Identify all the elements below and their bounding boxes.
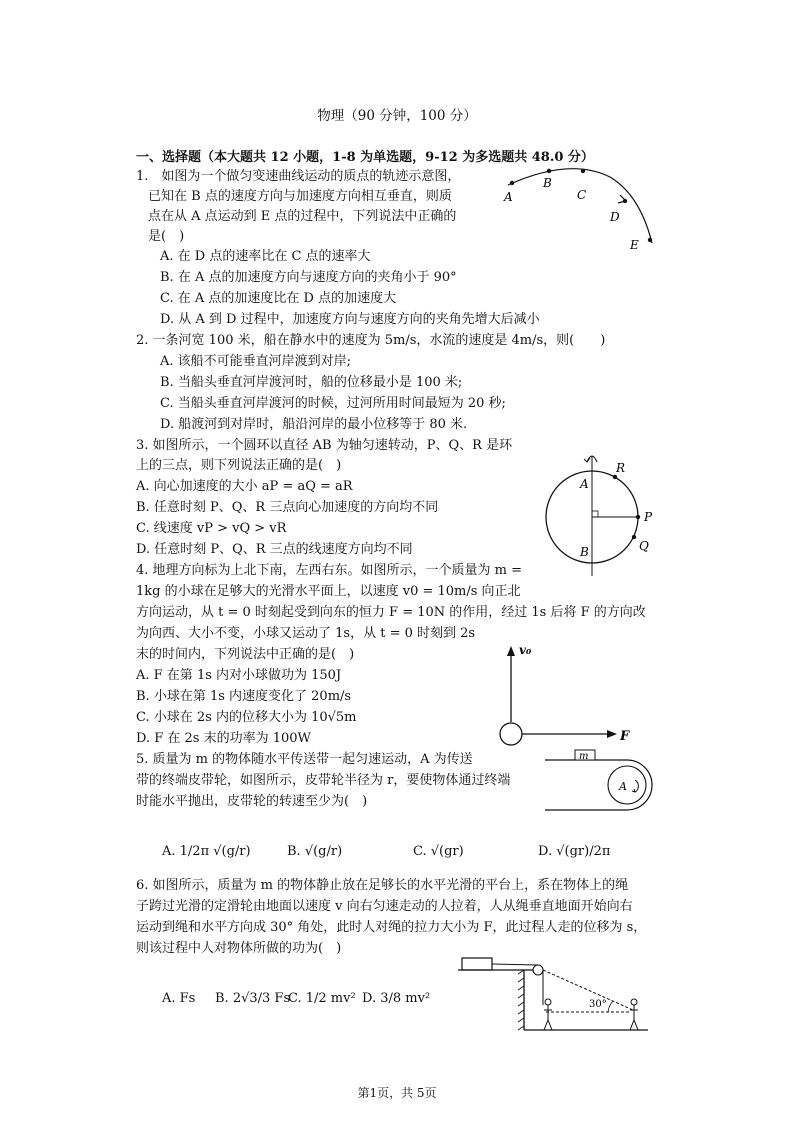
q5-option-d: D. √(gr)/2π <box>538 844 611 859</box>
q1-option-a: A. 在 D 点的速率比在 C 点的速率大 <box>160 249 371 264</box>
q2-line: 2. 一条河宽 100 米，船在静水中的速度为 5m/s，水流的速度是 4m/s，则( ) <box>136 333 606 348</box>
q1-point-c: C <box>577 188 587 202</box>
q4-line: 末的时间内，下列说法中正确的是( ) <box>136 647 355 662</box>
q6-option-c: C. 1/2 mv² <box>288 991 356 1006</box>
q4-v0-label: v₀ <box>519 643 532 657</box>
q1-line: 是( ) <box>148 229 185 244</box>
q3-option-c: C. 线速度 vP > vQ > vR <box>136 521 287 536</box>
q5-option-a: A. 1/2π √(g/r) <box>162 844 251 859</box>
q1-line: 点在从 A 点运动到 E 点的过程中，下列说法中正确的 <box>148 209 457 224</box>
q3-point-p: P <box>644 510 653 524</box>
q5-wheel-label: A <box>619 780 627 793</box>
q1-trajectory-figure <box>500 165 660 255</box>
q5-mass-label: m <box>579 751 589 762</box>
q5-line: 5. 质量为 m 的物体随水平传送带一起匀速运动，A 为传送 <box>136 752 473 767</box>
q6-line: 则该过程中人对物体所做的功为( ) <box>136 941 342 956</box>
q5-line: 时能水平抛出，皮带轮的转速至少为( ) <box>136 794 368 809</box>
q3-point-r: R <box>616 461 626 475</box>
q1-point-e: E <box>630 238 639 252</box>
q4-option-b: B. 小球在第 1s 内速度变化了 20m/s <box>136 689 352 704</box>
q5-line: 带的终端皮带轮，如图所示，皮带轮半径为 r，要使物体通过终端 <box>136 773 511 788</box>
q3-ring-figure <box>540 448 665 588</box>
q2-option-a: A. 该船不可能垂直河岸渡到对岸; <box>160 354 352 369</box>
q1-point-d: D <box>610 210 620 224</box>
q2-option-c: C. 当船头垂直河岸渡河的时候，过河所用时间最短为 20 秒; <box>160 396 506 411</box>
q3-line: 3. 如图所示，一个圆环以直径 AB 为轴匀速转动，P、Q、R 是环 <box>136 438 513 453</box>
q3-point-q: Q <box>639 539 649 553</box>
q6-option-a: A. Fs <box>162 991 196 1006</box>
q4-force-figure <box>495 640 640 750</box>
page-footer: 第1页，共 5页 <box>357 1086 437 1100</box>
q1-line: 1. 如图为一个做匀变速曲线运动的质点的轨迹示意图， <box>136 169 461 184</box>
q1-option-d: D. 从 A 到 D 过程中，加速度方向与速度方向的夹角先增大后减小 <box>160 312 540 327</box>
q6-line: 6. 如图所示，质量为 m 的物体静止放在足够长的水平光滑的平台上，系在物体上的绳 <box>136 878 629 893</box>
q4-option-a: A. F 在第 1s 内对小球做功为 150J <box>136 668 342 683</box>
q3-point-a: A <box>580 477 589 491</box>
q4-line: 方向运动，从 t = 0 时刻起受到向东的恒力 F = 10N 的作用，经过 1s 后将 F 的方向改 <box>136 605 646 620</box>
q4-f-label: F <box>620 729 630 744</box>
q6-line: 运动到绳和水平方向成 30° 角处，此时人对绳的拉力大小为 F，此过程人走的位移为 s， <box>136 920 647 935</box>
page-title: 物理（90 分钟，100 分） <box>317 108 477 124</box>
q6-pulley-figure <box>458 950 658 1035</box>
q4-option-d: D. F 在 2s 末的功率为 100W <box>136 731 311 746</box>
q3-point-b: B <box>580 545 589 559</box>
q3-option-d: D. 任意时刻 P、Q、R 三点的线速度方向均不同 <box>136 542 413 557</box>
section-heading: 一、选择题（本大题共 12 小题，1-8 为单选题，9-12 为多选题共 48.0 分） <box>136 150 594 165</box>
q1-line: 已知在 B 点的速度方向与加速度方向相互垂直，则质 <box>148 189 452 204</box>
q1-option-b: B. 在 A 点的加速度方向与速度方向的夹角小于 90° <box>160 270 457 285</box>
q3-option-a: A. 向心加速度的大小 aP = aQ = aR <box>136 479 353 494</box>
q4-line: 1kg 的小球在足够大的光滑水平面上，以速度 v0 = 10m/s 向正北 <box>136 584 521 599</box>
q6-angle-label: 30° <box>589 999 607 1010</box>
q5-option-c: C. √(gr) <box>413 844 464 859</box>
q4-option-c: C. 小球在 2s 内的位移大小为 10√5m <box>136 710 357 725</box>
q6-option-b: B. 2√3/3 Fs <box>215 991 291 1006</box>
q2-option-d: D. 船渡河到对岸时，船沿河岸的最小位移等于 80 米. <box>160 417 468 432</box>
q5-belt-figure <box>545 748 665 814</box>
q4-line: 为向西、大小不变，小球又运动了 1s，从 t = 0 时刻到 2s <box>136 626 476 641</box>
q3-line: 上的三点，则下列说法正确的是( ) <box>136 458 342 473</box>
q1-option-c: C. 在 A 点的加速度比在 D 点的加速度大 <box>160 291 397 306</box>
q4-line: 4. 地理方向标为上北下南，左西右东。如图所示，一个质量为 m = <box>136 563 523 578</box>
q5-option-b: B. √(g/r) <box>287 844 343 859</box>
q6-line: 子跨过光滑的定滑轮由地面以速度 v 向右匀速走动的人拉着，人从绳垂直地面开始向右 <box>136 899 633 914</box>
q1-point-a: A <box>504 190 513 204</box>
q6-option-d: D. 3/8 mv² <box>362 991 431 1006</box>
q3-option-b: B. 任意时刻 P、Q、R 三点向心加速度的方向均不同 <box>136 500 439 515</box>
q2-option-b: B. 当船头垂直河岸渡河时，船的位移最小是 100 米; <box>160 375 463 390</box>
q1-point-b: B <box>543 176 552 190</box>
